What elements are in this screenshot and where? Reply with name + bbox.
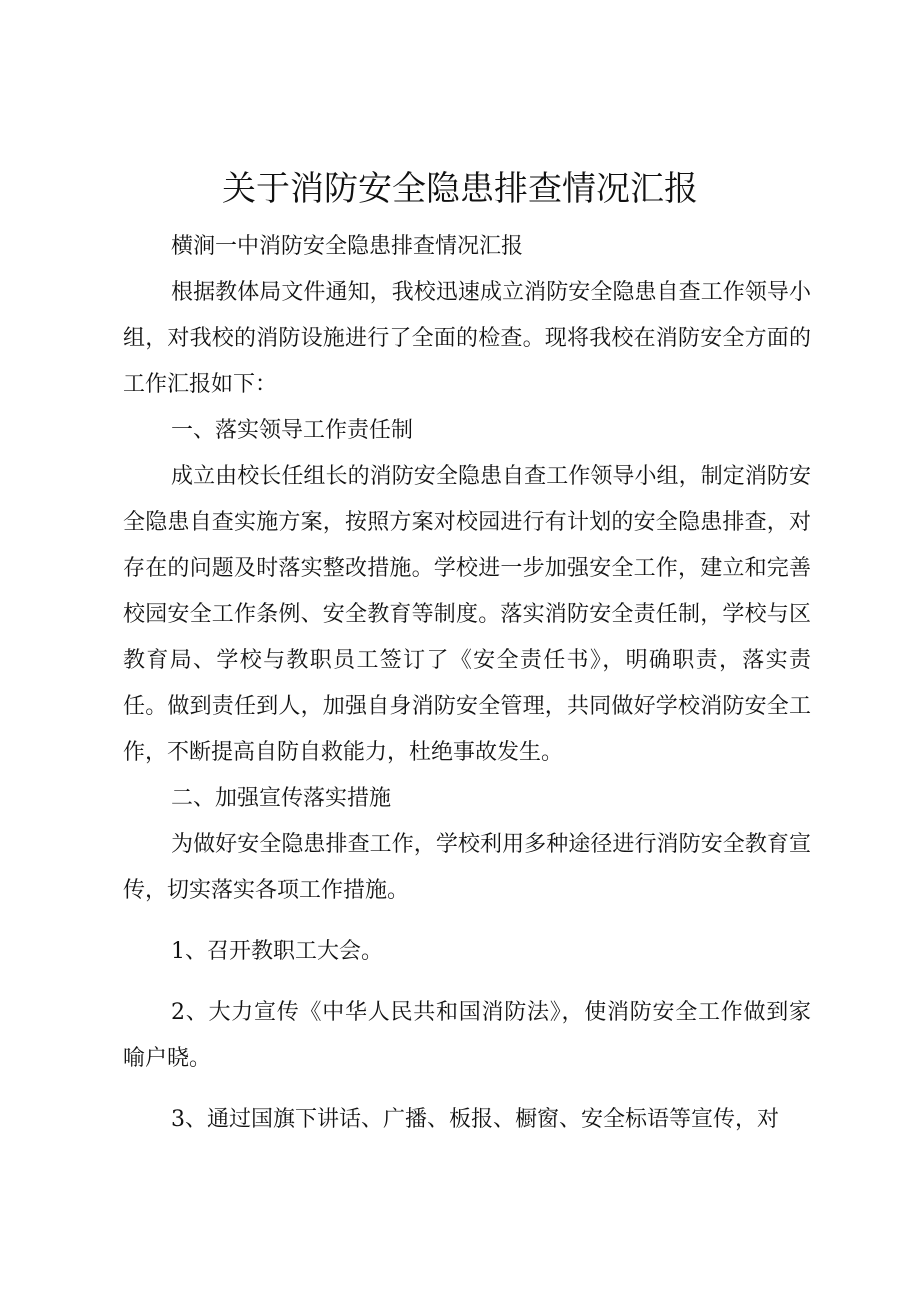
paragraph-section-2: 为做好安全隐患排查工作，学校利用多种途径进行消防安全教育宣传，切实落实各项工作措施。: [123, 832, 811, 903]
list-item-1: 1、召开教职工大会。: [171, 939, 383, 964]
paragraph-section-1: 成立由校长任组长的消防安全隐患自查工作领导小组，制定消防安全隐患自查实施方案，按照方案对校园进行有计划的安全隐患排查，对存在的问题及时落实整改措施。学校进一步加强安全工作，建立和完善校园安全工作条例、安全教育等制度。落实消防安全责任制，学校与区教育局、学校与教职员工签订了《安全责任书》，明确职责，落实责任。做到责任到人，加强自身消防安全管理，共同做好学校消防安全工作，不断提高自防自救能力，杜绝事故发生。: [123, 464, 811, 765]
section-heading-2: 二、加强宣传落实措施: [171, 786, 392, 811]
document-body: [123, 224, 811, 1143]
document-title: 关于消防安全隐患排查情况汇报: [222, 169, 698, 209]
paragraph-intro: 根据教体局文件通知，我校迅速成立消防安全隐患自查工作领导小组，对我校的消防设施进行了全面的检查。现将我校在消防安全方面的工作汇报如下：: [123, 280, 811, 397]
list-item-3: 3、通过国旗下讲话、广播、板报、橱窗、安全标语等宣传，对: [171, 1107, 779, 1132]
list-item-2: 2、大力宣传《中华人民共和国消防法》，使消防安全工作做到家喻户晓。: [123, 1000, 811, 1071]
section-heading-1: 一、落实领导工作责任制: [171, 418, 414, 443]
paragraph-subtitle: 横涧一中消防安全隐患排查情况汇报: [171, 234, 524, 259]
